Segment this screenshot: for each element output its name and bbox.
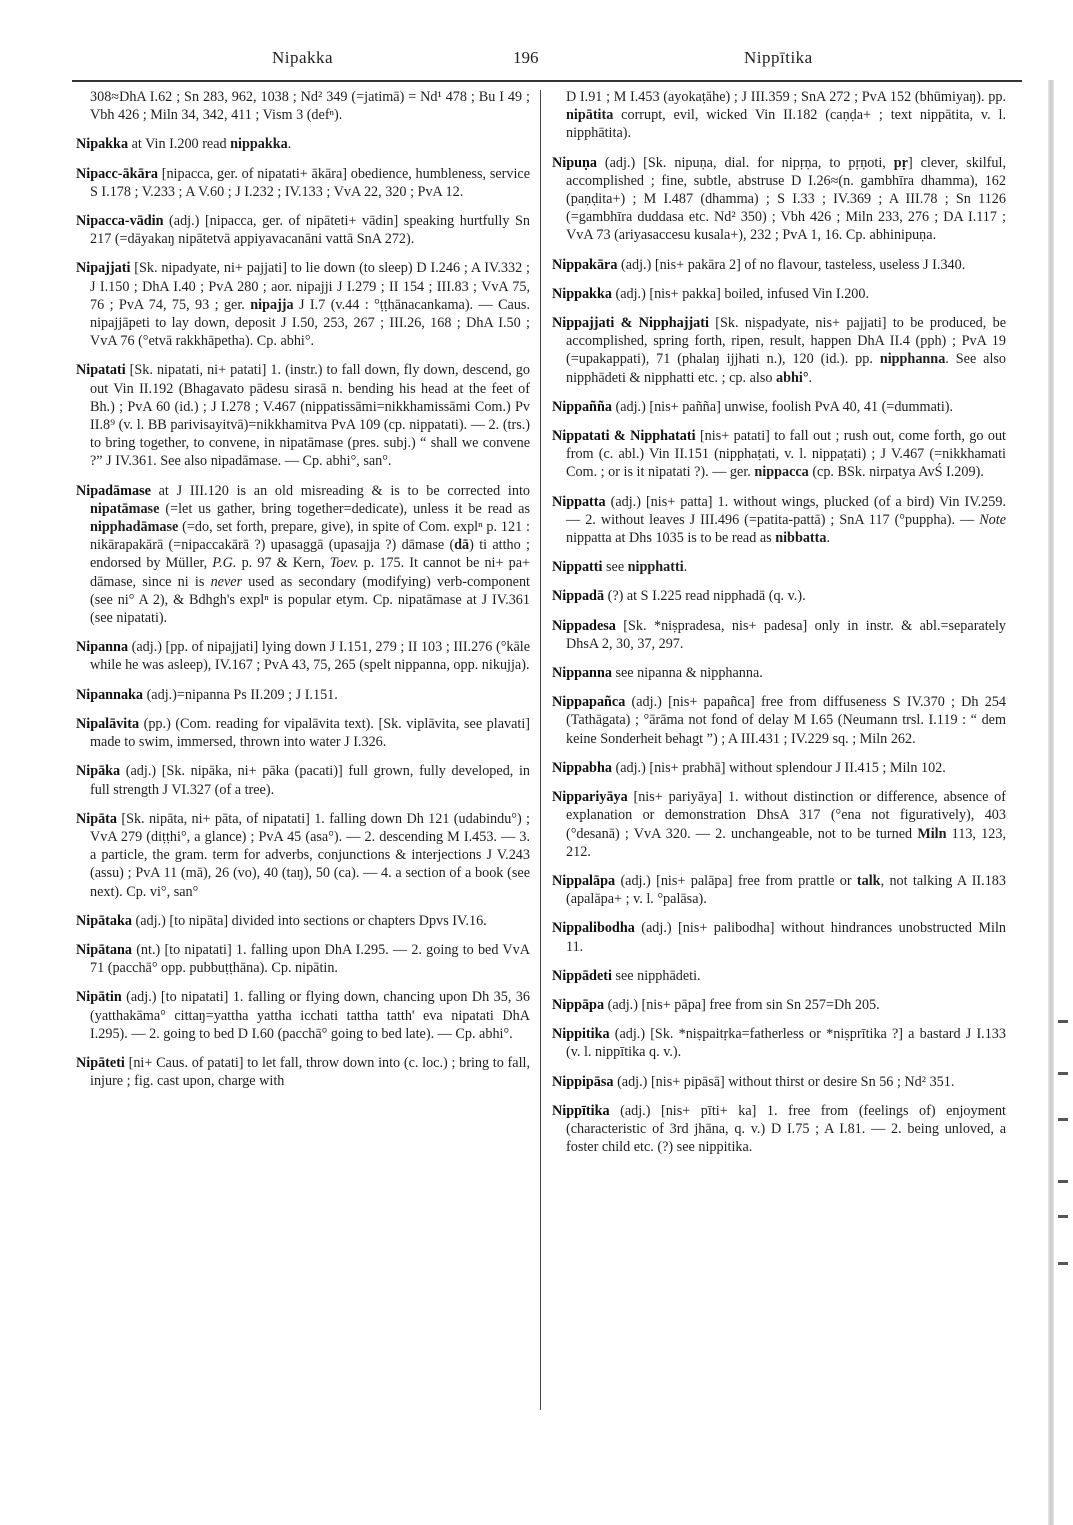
headword: Nipadāmase — [76, 482, 151, 499]
dictionary-entry — [76, 1054, 530, 1090]
column-divider — [540, 90, 541, 1410]
headword: Nippatta — [552, 493, 606, 510]
definition-text: corrupt, evil, wicked Vin II.182 (caṇḍa+ ; text nippātita, v. l. nipphātita). — [566, 107, 1006, 142]
italic-term: Toev. — [329, 555, 359, 572]
headword: Nipalāvita — [76, 715, 140, 732]
definition-text: (pp.) (Com. reading for vipalāvita text). [Sk. viplāvita, see plavati] made to swim, immersed, thrown into water J I.326. — [90, 715, 530, 751]
definition-text: used as secondary (modifying) verb-component (see ni° A 2), & Bdhgh's explⁿ is popular etym. Cp. nipatāmase at J IV.361 (see nipatati). — [90, 573, 530, 627]
left-column — [76, 88, 530, 1101]
right-column — [552, 88, 1006, 1167]
definition-text: [Sk. *niṣpradesa, nis+ padesa] only in instr. & abl.=separately DhsA 2, 30, 37, 297. — [566, 617, 1006, 652]
dictionary-entry — [552, 617, 1006, 653]
definition-text: , not talking A II.183 (apalāpa+ ; v. l. °palāsa). — [566, 872, 1006, 908]
headword: Nippajjati & Nipphajjati — [552, 315, 709, 332]
headword: Nipāteti — [76, 1054, 125, 1071]
next-page-edge — [1048, 80, 1054, 1525]
bold-term: nipatāmase — [90, 500, 160, 517]
dictionary-entry — [552, 872, 1006, 908]
dictionary-entry — [76, 715, 530, 751]
dictionary-entry — [552, 558, 1006, 576]
dictionary-entry — [552, 154, 1006, 245]
bold-term: nipphadāmase — [90, 519, 179, 536]
definition-text: . — [683, 559, 688, 576]
dictionary-entry — [76, 482, 530, 628]
edge-mark — [1058, 1072, 1068, 1075]
definition-text: (adj.) [nis+ pipāsā] without thirst or desire Sn 56 ; Nd² 351. — [613, 1073, 955, 1090]
definition-text: see — [602, 559, 628, 576]
definition-text: [Sk. nipadyate, ni+ pajjati] to lie down (to sleep) D I.246 ; A IV.332 ; J I.150 ; DhA I.40 ; PvA 280 ; aor. nipajji J I.279 ; II 154 ; III.83 ; VvA 75, 76 ; PvA 74, 75, 93 ; ger. — [90, 260, 530, 313]
dictionary-entry — [552, 967, 1006, 985]
dictionary-entry — [76, 259, 530, 350]
dictionary-entry — [552, 285, 1006, 303]
headword: Nipāka — [76, 763, 121, 780]
definition-text: (?) at S I.225 read nipphadā (q. v.). — [604, 588, 806, 605]
page-number: 196 — [513, 48, 539, 67]
dictionary-entry — [552, 664, 1006, 682]
header-rule — [72, 80, 1022, 82]
dictionary-entry — [76, 638, 530, 674]
dictionary-entry — [552, 996, 1006, 1014]
bold-term: nipphanna — [879, 351, 946, 368]
definition-text: (adj.) [to nipatati] 1. falling or flying down, chancing upon Dh 35, 36 (yatthakāma° cittaŋ=yattha yattha icchati tattha tatth' eva nipatati DhA I.295). — 2. going to bed D I.60 (pacchā° going to bed late). — Cp. abhi°. — [90, 989, 530, 1042]
definition-text: [nis+ pariyāya] 1. without distinction or difference, absence of explanation or demonstration DhsA 317 (°ena not figuratively), 403 (°desanā) ; VvA 320. — 2. unchangeable, not to be turned — [566, 789, 1006, 842]
italic-term: never — [210, 573, 243, 590]
definition-text: [Sk. nipāta, ni+ pāta, of nipatati] 1. falling down Dh 121 (udabindu°) ; VvA 279 (diṭṭhi°, a glance) ; PvA 45 (asa°). — 2. descending M I.453. — 3. a particle, the gram. term for adverbs, conjunctions & interjections J V.243 (assu) ; PvA 11 (mā), 26 (vo), 40 (taŋ), 50 (ca). — 4. a section of a book (see next). Cp. vi°, san° — [90, 810, 530, 900]
definition-text: (adj.) [Sk. nipuṇa, dial. for nipṛṇa, to pṛṇoti, — [596, 154, 894, 171]
definition-text: . — [826, 530, 831, 547]
headword: Nippipāsa — [552, 1073, 614, 1090]
definition-text: . — [287, 136, 292, 153]
dictionary-entry — [76, 686, 530, 704]
entry-continuation — [76, 88, 530, 124]
definition-text: (adj.) [nis+ palibodha] without hindrances unobstructed Miln 11. — [566, 920, 1006, 955]
definition-text: [nis+ patati] to fall out ; rush out, come forth, go out from (c. abl.) Vin II.151 (nipphaṭati, v. l. nippaṭati) ; J V.467 (=nikkhamati Com. ; or is it nipatati ?). — ger. — [566, 428, 1006, 481]
bold-term: nippacca — [754, 464, 809, 481]
dictionary-entry — [552, 1102, 1006, 1157]
headword: Nippanna — [552, 665, 612, 682]
dictionary-entry — [552, 398, 1006, 416]
bold-term: Miln — [917, 825, 947, 842]
dictionary-entry — [552, 693, 1006, 748]
bold-term: dā — [454, 537, 470, 554]
dictionary-entry — [552, 256, 1006, 274]
headword: Nipāta — [76, 810, 117, 827]
bold-term: nippakka — [230, 136, 288, 153]
bold-term: abhi° — [776, 369, 809, 386]
headword: Nipacc-ākāra — [76, 165, 158, 182]
headword: Nipatati — [76, 362, 126, 379]
definition-text: ] clever, skilful, accomplished ; fine, subtle, abstruse D I.26≈(n. gambhīra dhamma), 162 (paṇḍita+) ; M I.487 (dhamma) ; S I.33 ; IV.369 ; A III.78 ; Sn 1126 (=gambhīra duddasa etc. Nd² 350) ; Vbh 426 ; Miln 233, 276 ; DA I.117 ; VvA 73 (ariyasaccesu kusala+), 232 ; PvA 1, 16. Cp. abhinipuṇa. — [566, 154, 1006, 244]
bold-term: pṛ — [893, 154, 908, 171]
bold-term: talk — [856, 872, 881, 889]
definition-text: . — [808, 369, 813, 386]
definition-text: (adj.) [nis+ pīti+ ka] 1. free from (feelings of) enjoyment (characteristic of 3rd jhāna, q. v.) D I.75 ; A I.81. — 2. being unloved, a foster child etc. (?) see nippitika. — [566, 1102, 1006, 1156]
edge-mark — [1058, 1215, 1068, 1218]
definition-text: (adj.) [nis+ patta] 1. without wings, plucked (of a bird) Vin IV.259. — 2. without leaves J III.496 (=patita-pattā) ; SnA 117 (°puppha). — — [566, 493, 1006, 528]
running-head — [76, 48, 1020, 78]
definition-text: J I.7 (v.44 : °ṭṭhānacankama). — Caus. nipajjāpeti to lay down, deposit J I.50, 253, 267 ; III.26, 168 ; DhA I.50 ; VvA 76 (°etvā rakkhāpetha). Cp. abhi°. — [90, 296, 530, 350]
right-guide-word: Nippītika — [744, 48, 813, 67]
dictionary-entry — [76, 912, 530, 930]
dictionary-entry — [552, 919, 1006, 955]
definition-text: 113, 123, 212. — [566, 825, 1006, 860]
italic-term: Note — [979, 511, 1006, 528]
definition-text: nippatta at Dhs 1035 is to be read as — [566, 530, 776, 547]
dictionary-entry — [552, 587, 1006, 605]
headword: Nipanna — [76, 639, 129, 656]
headword: Nippatati & Nipphatati — [552, 428, 696, 445]
headword: Nippītika — [552, 1102, 610, 1119]
definition-text: [Sk. nipatati, ni+ patati] 1. (instr.) to fall down, fly down, descend, go out Vin II.192 (Bhagavato pādesu sirasā n. bending his head at the feet of Bh.) ; PvA 60 (id.) ; J I.278 ; V.467 (nippatissāmi=nikkhamissāmi Com.) Pv II.8⁹ (v. l. BB parivisayitvā)=nikkhamitva PvA 109 (cp. nippatati). — 2. (trs.) to bring together, to convene, in nipatāmase (pres. subj.) “ shall we convene ?” J IV.361. See also nipadāmase. — Cp. abhi°, san°. — [90, 362, 530, 470]
definition-text: 308≈DhA I.62 ; Sn 283, 962, 1038 ; Nd² 349 (=jatimā) = Nd¹ 478 ; Bu I 49 ; Vbh 426 ; Miln 34, 342, 411 ; Vism 3 (defⁿ). — [90, 89, 530, 124]
headword: Nipātaka — [76, 912, 132, 929]
headword: Nippapañca — [552, 694, 626, 711]
definition-text: (adj.) [nis+ palāpa] free from prattle or — [615, 872, 857, 889]
bold-term: nipajja — [250, 296, 294, 313]
bleed-through-marks — [1058, 1000, 1072, 1300]
italic-term: P.G. — [212, 555, 237, 572]
definition-text: (adj.) [nis+ prabhā] without splendour J II.415 ; Miln 102. — [611, 759, 946, 776]
headword: Nippitika — [552, 1026, 610, 1043]
definition-text: ) ti attho ; endorsed by Müller, — [90, 537, 530, 572]
dictionary-entry — [76, 361, 530, 470]
headword: Nippāpa — [552, 996, 605, 1013]
bold-term: nibbatta — [775, 530, 827, 547]
edge-mark — [1058, 1262, 1068, 1265]
definition-text: see nipanna & nipphanna. — [611, 665, 763, 682]
headword: Nippakka — [552, 285, 612, 302]
definition-text: (adj.) [nis+ pakka] boiled, infused Vin I.200. — [611, 285, 870, 302]
dictionary-entry — [552, 759, 1006, 777]
dictionary-entry — [76, 762, 530, 798]
definition-text: see nipphādeti. — [611, 967, 701, 984]
definition-text: (adj.) [nis+ pāpa] free from sin Sn 257=Dh 205. — [604, 996, 880, 1013]
headword: Nippalibodha — [552, 920, 635, 937]
definition-text: p. 97 & Kern, — [236, 555, 330, 572]
edge-mark — [1058, 1180, 1068, 1183]
headword: Nipātana — [76, 941, 132, 958]
dictionary-entry — [552, 788, 1006, 861]
dictionary-entry — [552, 1025, 1006, 1061]
definition-text: p. 175. It cannot be ni+ pa+ dāmase, since ni is — [90, 555, 530, 590]
headword: Nippariyāya — [552, 789, 628, 806]
entry-continuation — [552, 88, 1006, 143]
definition-text: (adj.) [nis+ papañca] free from diffuseness S IV.370 ; Dh 254 (Tathāgata) ; °ārāma not fond of delay M I.65 (Neumann trsl. I.119 : “ dem keine Sonderheit behagt ”) ; A III.431 ; IV.229 sq. ; Miln 262. — [566, 694, 1006, 747]
headword: Nipacca-vādin — [76, 213, 164, 230]
bold-term: nipātita — [566, 107, 614, 124]
headword: Nipajjati — [76, 260, 131, 277]
dictionary-entry — [76, 212, 530, 248]
definition-text: (adj.) [nipacca, ger. of nipāteti+ vādin] speaking hurtfully Sn 217 (=dāyakaŋ nipātetvā appiyavacanāni vattā SnA 272). — [90, 213, 530, 248]
dictionary-entry — [552, 1073, 1006, 1091]
left-guide-word: Nipakka — [272, 48, 334, 67]
dictionary-entry — [552, 314, 1006, 387]
definition-text: at Vin I.200 read — [128, 136, 231, 153]
definition-text: (cp. BSk. nirpatya AvŚ I.209). — [808, 464, 984, 481]
headword: Nippakāra — [552, 256, 618, 273]
definition-text: (adj.) [to nipāta] divided into sections or chapters Dpvs IV.16. — [131, 912, 487, 929]
dictionary-entry — [76, 988, 530, 1043]
dictionary-entry — [552, 493, 1006, 548]
dictionary-entry — [76, 135, 530, 153]
headword: Nippabha — [552, 759, 612, 776]
dictionary-entry — [552, 427, 1006, 482]
headword: Nipakka — [76, 136, 129, 153]
definition-text: [nipacca, ger. of nipatati+ ākāra] obedience, humbleness, service S I.178 ; V.233 ; A V.60 ; J I.232 ; IV.133 ; VvA 22, 320 ; PvA 12. — [90, 165, 530, 200]
headword: Nippadā — [552, 588, 605, 605]
definition-text: (adj.) [Sk. *niṣpaitṛka=fatherless or *niṣprītika ?] a bastard J I.133 (v. l. nippītika q. v.). — [566, 1026, 1006, 1061]
headword: Nipuṇa — [552, 154, 597, 171]
definition-text: at J III.120 is an old misreading & is to be corrected into — [150, 482, 530, 499]
definition-text: (adj.) [pp. of nipajjati] lying down J I.151, 279 ; II 103 ; III.276 (°kāle while he was asleep), IV.167 ; PvA 43, 75, 265 (spelt nippanna, opp. nikujja). — [90, 639, 530, 674]
dictionary-entry — [76, 165, 530, 201]
edge-mark — [1058, 1020, 1068, 1023]
headword: Nippādeti — [552, 967, 612, 984]
definition-text: (adj.) [Sk. nipāka, ni+ pāka (pacati)] full grown, fully developed, in full strength J VI.327 (of a tree). — [90, 763, 530, 798]
bold-term: nipphatti — [627, 559, 684, 576]
definition-text: (nt.) [to nipatati] 1. falling upon DhA I.295. — 2. going to bed VvA 71 (pacchā° opp. pubbuṭṭhāna). Cp. nipātin. — [90, 941, 530, 977]
definition-text: (=let us gather, bring together=dedicate), unless it be read as — [159, 500, 530, 517]
headword: Nipātin — [76, 989, 122, 1006]
dictionary-entry — [76, 810, 530, 901]
definition-text: (adj.) [nis+ pañña] unwise, foolish PvA 40, 41 (=dummati). — [611, 398, 954, 415]
definition-text: D I.91 ; M I.453 (ayokaṭāhe) ; J III.359 ; SnA 272 ; PvA 152 (bhūmiyaŋ). pp. — [566, 89, 1006, 105]
definition-text: (=do, set forth, prepare, give), in spite of Com. explⁿ p. 121 : nikārapakārā (=nipaccakārā ?) upasaggā (upasajja ?) dāmase ( — [90, 519, 530, 554]
definition-text: [Sk. niṣpadyate, nis+ pajjati] to be produced, be accomplished, spring forth, ripen, result, happen DhA II.4 (pph) ; PvA 19 (=upakappati), 71 (phalaŋ ijjhati n.), 120 (id.). pp. — [566, 315, 1006, 368]
headword: Nipannaka — [76, 686, 144, 703]
definition-text: (adj.)=nipanna Ps II.209 ; J I.151. — [143, 686, 338, 703]
headword: Nippalāpa — [552, 872, 616, 889]
definition-text: (adj.) [nis+ pakāra 2] of no flavour, tasteless, useless J I.340. — [617, 256, 966, 273]
headword: Nippatti — [552, 559, 603, 576]
dictionary-entry — [76, 941, 530, 977]
headword: Nippadesa — [552, 617, 616, 634]
definition-text: [ni+ Caus. of patati] to let fall, throw down into (c. loc.) ; bring to fall, injure ; fig. cast upon, charge with — [90, 1054, 530, 1090]
edge-mark — [1058, 1118, 1068, 1121]
definition-text: . See also nipphādeti & nipphatti etc. ; cp. also — [566, 351, 1007, 386]
headword: Nippañña — [552, 398, 612, 415]
